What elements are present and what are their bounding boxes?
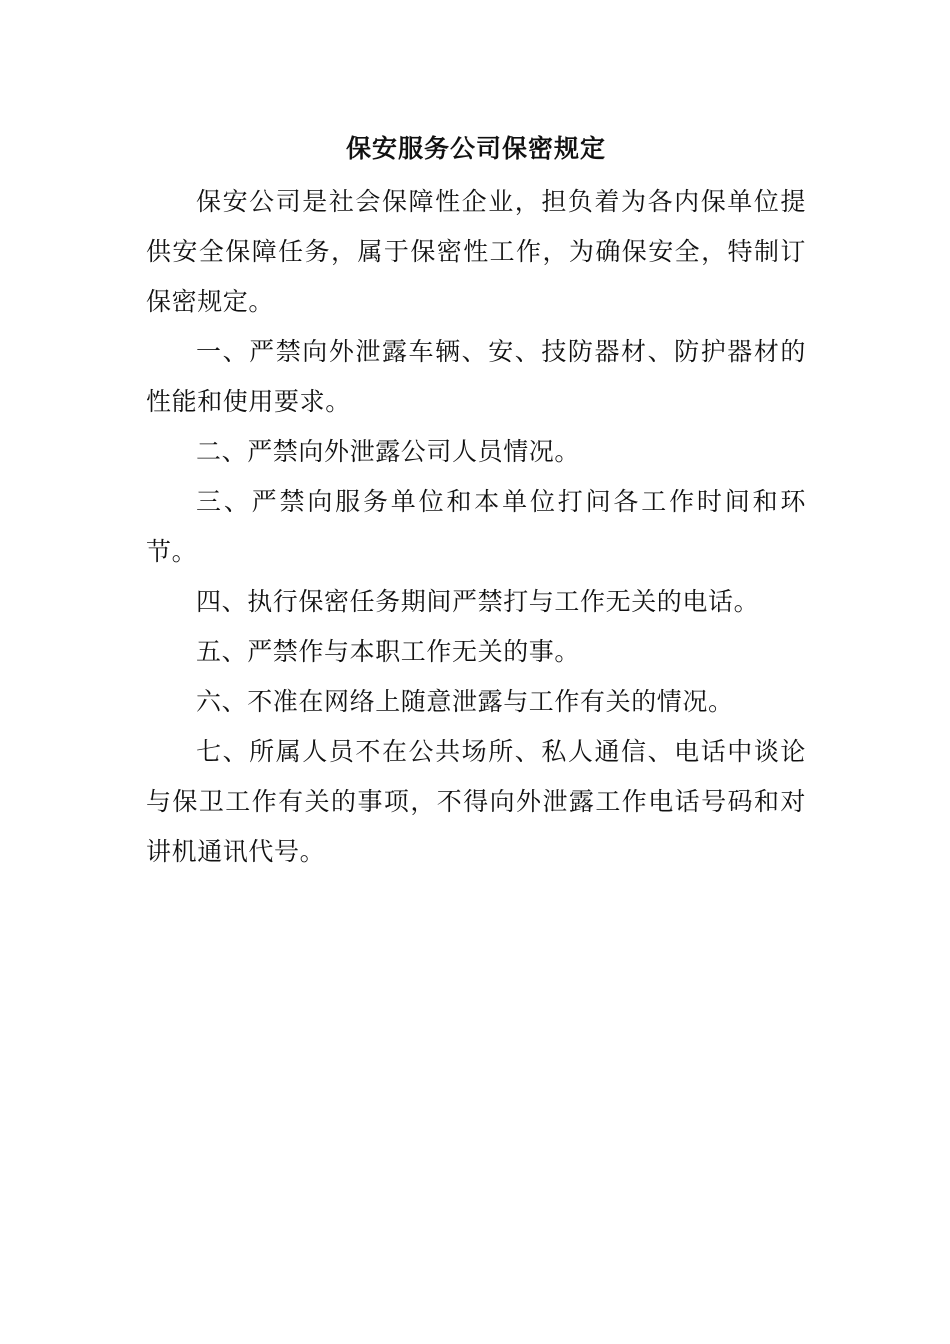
intro-paragraph: 保安公司是社会保障性企业，担负着为各内保单位提供安全保障任务，属于保密性工作，为确保安全，特制订保密规定。 [146,187,806,316]
rule-5: 五、严禁作与本职工作无关的事。 [196,637,581,666]
rule-6: 六、不准在网络上随意泄露与工作有关的情况。 [196,687,734,716]
rule-7: 七、所属人员不在公共场所、私人通信、电话中谈论与保卫工作有关的事项，不得向外泄露工作电话号码和对讲机通讯代号。 [146,737,806,866]
document-title: 保安服务公司保密规定 [345,134,606,163]
rule-1: 一、严禁向外泄露车辆、安、技防器材、防护器材的性能和使用要求。 [146,337,806,416]
document-body [146,127,806,877]
rule-4: 四、执行保密任务期间严禁打与工作无关的电话。 [196,587,760,616]
rule-2: 二、严禁向外泄露公司人员情况。 [196,437,581,466]
rule-3: 三、严禁向服务单位和本单位打问各工作时间和环节。 [146,487,806,566]
